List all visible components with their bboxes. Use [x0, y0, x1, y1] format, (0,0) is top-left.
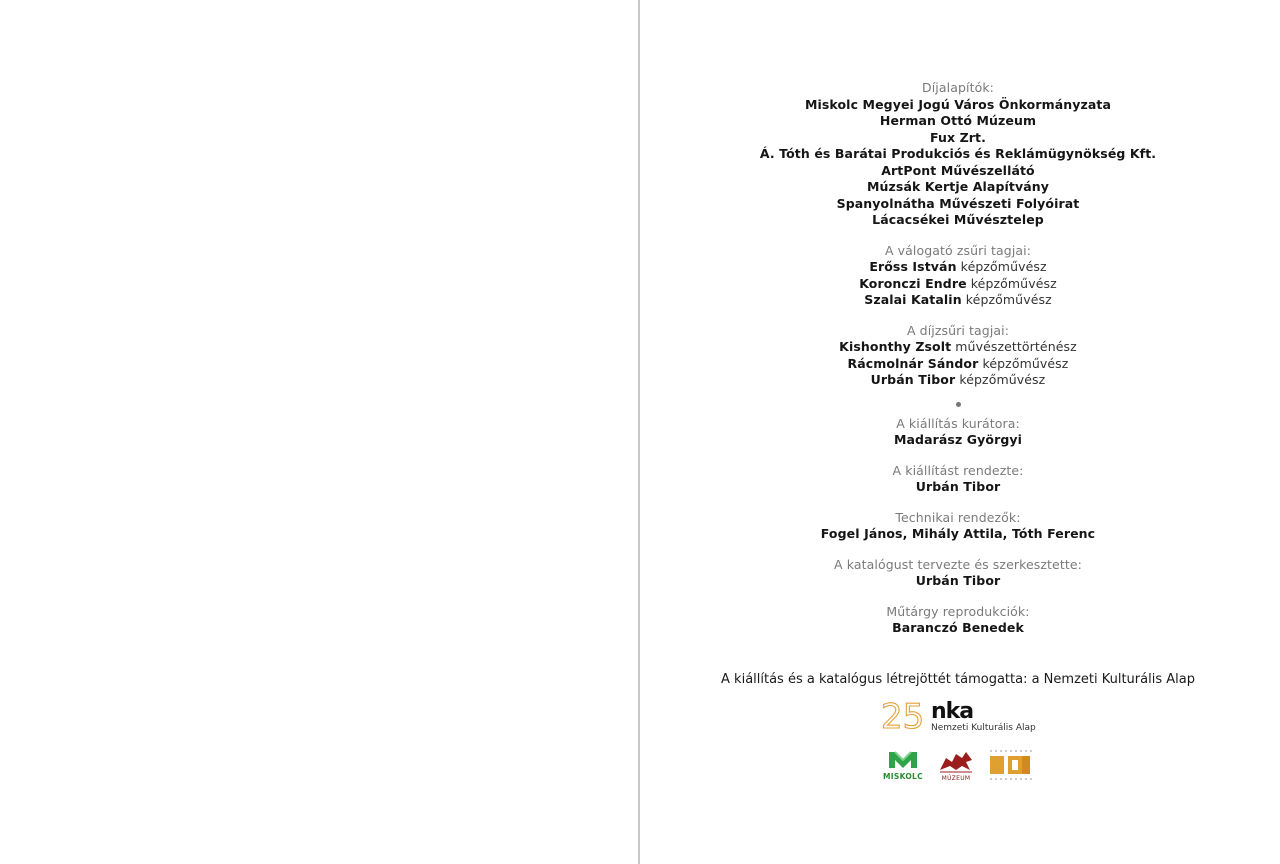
jury-member [640, 339, 1276, 356]
technical-names: Fogel János, Mihály Attila, Tóth Ferenc [820, 526, 1096, 541]
miskolc-logo [880, 748, 926, 781]
jury-member [640, 259, 1276, 276]
founder-item: Lácacsékei Művésztelep [872, 212, 1044, 227]
reproductions-label: Műtárgy reprodukciók: [886, 603, 1030, 619]
curator-name: Madarász Györgyi [893, 432, 1023, 447]
arranged-block [640, 463, 1276, 496]
gallery-logo [988, 748, 1038, 786]
award-jury-label: A díjzsűri tagjai: [906, 322, 1010, 338]
jury-member [640, 292, 1276, 309]
member-name: Szalai Katalin [864, 292, 962, 307]
member-role: képzőművész [982, 355, 1069, 371]
arranged-label: A kiállítást rendezte: [892, 462, 1024, 478]
colophon [640, 80, 1276, 651]
technical-block [640, 510, 1276, 543]
founder-item: Múzsák Kertje Alapítvány [867, 179, 1049, 194]
arranged-name: Urbán Tibor [915, 479, 1001, 494]
support-statement: A kiállítás és a katalógus létrejöttét támogatta: a Nemzeti Kulturális Alap [721, 672, 1195, 687]
left-page-blank [0, 0, 638, 864]
right-page [640, 0, 1280, 864]
member-role: képzőművész [965, 292, 1052, 307]
reproductions-block [640, 604, 1276, 637]
catalogue-name: Urbán Tibor [915, 573, 1001, 588]
svg-text:25: 25 [881, 697, 925, 733]
jury-member [640, 356, 1276, 373]
gallery-mark-icon [988, 748, 1038, 782]
member-role: képzőművész [970, 275, 1057, 291]
partner-logos [880, 748, 1040, 788]
member-role: képzőművész [960, 259, 1047, 274]
member-name: Kishonthy Zsolt [839, 339, 952, 354]
miskolc-m-icon [880, 748, 926, 770]
member-name: Koronczi Endre [859, 275, 967, 291]
separator-dot [956, 402, 961, 407]
founder-item: ArtPont Művészellátó [881, 162, 1035, 178]
reproductions-name: Baranczó Benedek [892, 620, 1024, 635]
nka-subtitle: Nemzeti Kulturális Alap [931, 723, 1036, 733]
museum-logo [936, 748, 976, 782]
nka-wordmark: nka [931, 699, 974, 724]
nka-25-mark [881, 697, 929, 733]
nka-logo [881, 697, 1051, 737]
jury-member [640, 372, 1276, 389]
selection-jury-label: A válogató zsűri tagjai: [884, 242, 1032, 258]
founder-item: Á. Tóth és Barátai Produkciós és Reklámügynökség Kft. [759, 146, 1157, 161]
member-name: Urbán Tibor [870, 372, 956, 387]
technical-label: Technikai rendezők: [895, 509, 1021, 525]
miskolc-label: MISKOLC [883, 772, 923, 781]
founder-item: Fux Zrt. [930, 129, 986, 145]
selection-jury-block [640, 243, 1276, 309]
founders-label: Díjalapítók: [922, 80, 994, 95]
founder-item: Spanyolnátha Művészeti Folyóirat [836, 195, 1080, 211]
curator-label: A kiállítás kurátora: [896, 415, 1020, 431]
museum-griffin-icon [936, 748, 976, 774]
member-role: művészettörténész [955, 339, 1077, 354]
award-jury-block [640, 323, 1276, 389]
curator-block [640, 416, 1276, 449]
member-role: képzőművész [959, 372, 1046, 387]
catalogue-label: A katalógust tervezte és szerkesztette: [834, 556, 1082, 572]
catalogue-block [640, 557, 1276, 590]
member-name: Rácmolnár Sándor [847, 355, 979, 371]
museum-label: MÚZEUM [941, 775, 971, 782]
founder-item: Miskolc Megyei Jogú Város Önkormányzata [804, 96, 1112, 112]
founder-item: Herman Ottó Múzeum [879, 113, 1037, 128]
jury-member [640, 276, 1276, 293]
founders-block [640, 80, 1276, 229]
member-name: Erőss István [869, 259, 957, 274]
